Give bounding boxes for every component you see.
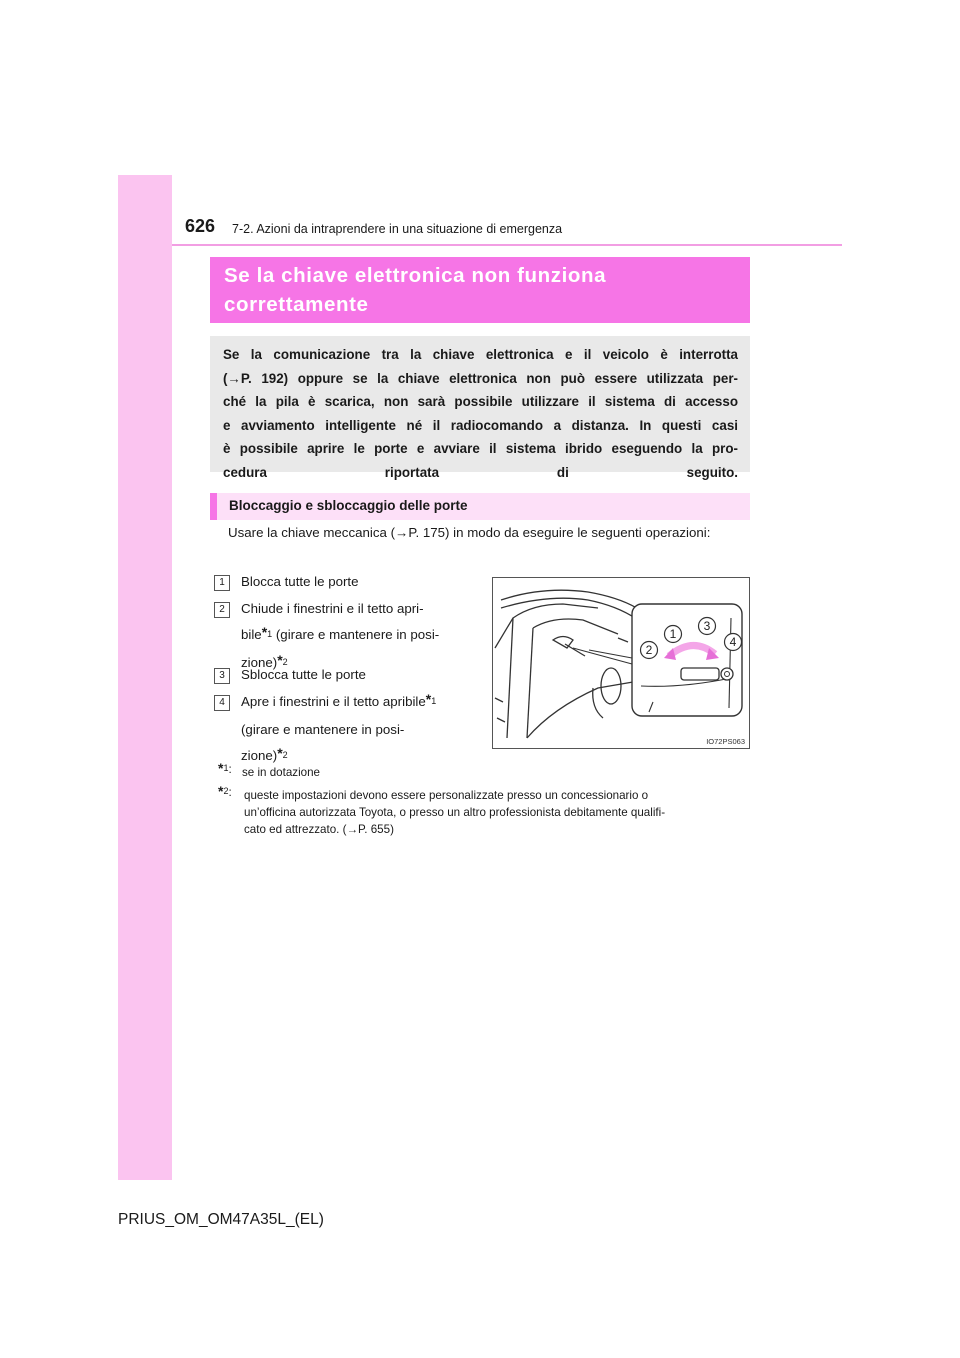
step-4-line: zione): [241, 748, 278, 763]
step-4-text: Apre i finestrini e il tetto apribile$^{*1}$ (girare e mantenere in posi- zione)$^{*2}$: [241, 691, 437, 763]
key-cylinder-illustration: [492, 577, 750, 749]
section-title: 7-2. Azioni da intraprendere in una situazione di emergenza: [232, 222, 563, 236]
step-4-line: (girare e mantenere in posi-: [241, 722, 405, 737]
intro-line: (→P. 192) oppure se la chiave elettronica non può essere utilizzata per-: [223, 370, 738, 386]
subsection-heading: [210, 493, 750, 520]
step-number-2: 2: [214, 602, 230, 618]
intro-line: Se la comunicazione tra la chiave elettronica e il veicolo è interrotta: [223, 347, 738, 362]
note-2-line: cato ed attrezzato. (→P. 655): [244, 823, 394, 837]
footer-doc-code: PRIUS_OM_OM47A35L_(EL): [118, 1211, 324, 1228]
body-paragraph: Usare la chiave meccanica (→P. 175) in modo da eseguire le seguenti operazioni:: [228, 525, 711, 540]
note-2-line: un’officina autorizzata Toyota, o presso un altro professionista debitamente qualifi-: [244, 806, 666, 820]
step-2-line: (girare e mantenere in posi-: [275, 627, 440, 642]
step-4-line: Apre i finestrini e il tetto apribile: [241, 694, 426, 709]
step-number-4: 4: [214, 695, 230, 711]
intro-line: cedura riportata di seguito.: [223, 464, 738, 480]
intro-paragraph: [210, 336, 750, 484]
note-1-mark: *$^1$:: [218, 760, 232, 776]
step-3-text: Sblocca tutte le porte: [241, 667, 366, 682]
note-2-text: [244, 787, 750, 839]
step-2-text: Chiude i finestrini e il tetto apri- bile$^{*1}$ (girare e mantenere in posi- zione)$^{*2}$: [241, 601, 440, 670]
title-banner: [210, 257, 750, 323]
step-2-line: Chiude i finestrini e il tetto apri-: [241, 601, 424, 616]
side-band: [118, 175, 172, 1180]
callout-4-label: 4: [729, 635, 737, 649]
step-1-text: Blocca tutte le porte: [241, 574, 359, 589]
callout-2-label: 2: [645, 643, 653, 657]
car-door-drawing: [493, 578, 750, 749]
step-number-3: 3: [214, 668, 230, 684]
step-2-line: zione): [241, 655, 278, 670]
page-title: Se la chiave elettronica non funziona correttamente: [224, 264, 607, 316]
intro-box: [210, 336, 750, 480]
step-number-1: 1: [214, 575, 230, 591]
figure-code: IO72PS063: [706, 737, 745, 746]
intro-line: e avviamento intelligente né il radiocomando a distanza. In questi casi: [223, 417, 738, 433]
note-1-text: se in dotazione: [242, 766, 320, 779]
subsection-title: Bloccaggio e sbloccaggio delle porte: [229, 498, 468, 513]
intro-line: è possibile aprire le porte e avviare il sistema ibrido eseguendo la pro-: [223, 441, 738, 456]
page-number: 626: [185, 216, 216, 236]
callout-1-label: 1: [669, 627, 677, 641]
note-2-line: queste impostazioni devono essere personalizzate presso un concessionario o: [244, 789, 649, 802]
step-2-line: bile: [241, 627, 262, 642]
header-divider: [172, 244, 842, 246]
callout-3-label: 3: [703, 619, 711, 633]
note-2-mark: *$^2$:: [218, 783, 232, 799]
intro-line: ché la pila è scarica, non sarà possibile utilizzare il sistema di accesso: [223, 394, 738, 409]
